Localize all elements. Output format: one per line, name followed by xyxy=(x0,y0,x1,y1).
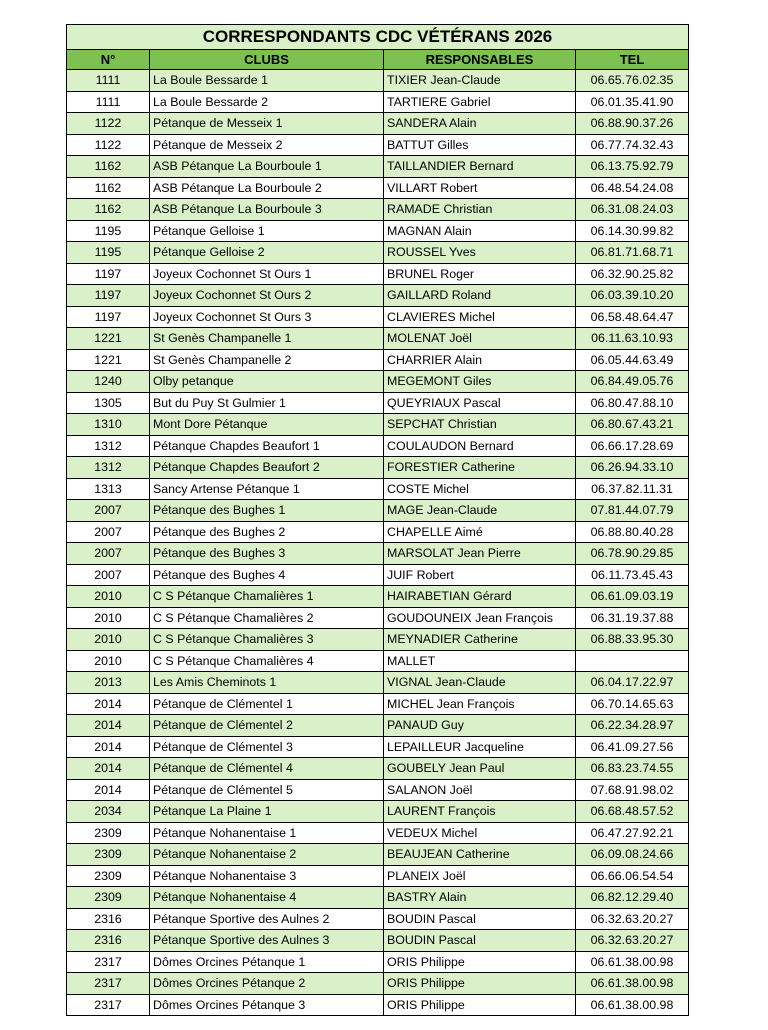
row-responsable: PANAUD Guy xyxy=(384,715,576,737)
row-tel: 06.88.80.40.28 xyxy=(576,521,689,543)
row-responsable: TAILLANDIER Bernard xyxy=(384,156,576,178)
title-row xyxy=(67,25,689,50)
row-number: 2007 xyxy=(67,500,150,522)
row-responsable: MEYNADIER Catherine xyxy=(384,629,576,651)
row-club: Pétanque de Messeix 2 xyxy=(150,134,384,156)
row-club: La Boule Bessarde 2 xyxy=(150,91,384,113)
row-tel: 06.31.08.24.03 xyxy=(576,199,689,221)
row-number: 2309 xyxy=(67,887,150,909)
row-club: Pétanque La Plaine 1 xyxy=(150,801,384,823)
row-tel: 06.82.12.29.40 xyxy=(576,887,689,909)
col-header-club: CLUBS xyxy=(150,50,384,70)
row-number: 1111 xyxy=(67,70,150,92)
row-number: 1312 xyxy=(67,457,150,479)
row-number: 2316 xyxy=(67,930,150,952)
row-tel: 07.81.44.07.79 xyxy=(576,500,689,522)
header-row xyxy=(67,50,689,70)
row-club: Pétanque Chapdes Beaufort 2 xyxy=(150,457,384,479)
row-tel: 06.66.17.28.69 xyxy=(576,435,689,457)
row-number: 2007 xyxy=(67,543,150,565)
row-tel: 06.41.09.27.56 xyxy=(576,736,689,758)
table-row xyxy=(67,672,689,694)
row-club: But du Puy St Gulmier 1 xyxy=(150,392,384,414)
row-club: Pétanque Nohanentaise 1 xyxy=(150,822,384,844)
row-club: Pétanque des Bughes 4 xyxy=(150,564,384,586)
row-responsable: CHARRIER Alain xyxy=(384,349,576,371)
row-number: 1221 xyxy=(67,328,150,350)
row-number: 1305 xyxy=(67,392,150,414)
row-club: Dômes Orcines Pétanque 2 xyxy=(150,973,384,995)
row-club: ASB Pétanque La Bourboule 2 xyxy=(150,177,384,199)
row-club: Pétanque Nohanentaise 4 xyxy=(150,887,384,909)
row-club: C S Pétanque Chamalières 4 xyxy=(150,650,384,672)
table-row xyxy=(67,715,689,737)
col-header-resp: RESPONSABLES xyxy=(384,50,576,70)
row-number: 2014 xyxy=(67,779,150,801)
table-row xyxy=(67,779,689,801)
row-number: 2013 xyxy=(67,672,150,694)
row-tel: 06.77.74.32.43 xyxy=(576,134,689,156)
row-tel: 06.78.90.29.85 xyxy=(576,543,689,565)
row-tel: 06.70.14.65.63 xyxy=(576,693,689,715)
row-tel: 06.68.48.57.52 xyxy=(576,801,689,823)
row-tel: 06.61.38.00.98 xyxy=(576,951,689,973)
row-tel: 06.22.34.28.97 xyxy=(576,715,689,737)
row-club: Olby petanque xyxy=(150,371,384,393)
row-number: 1162 xyxy=(67,199,150,221)
table-row xyxy=(67,371,689,393)
row-number: 2010 xyxy=(67,650,150,672)
row-tel: 06.48.54.24.08 xyxy=(576,177,689,199)
row-club: Pétanque des Bughes 2 xyxy=(150,521,384,543)
table-row xyxy=(67,564,689,586)
table-row xyxy=(67,887,689,909)
row-club: Pétanque Chapdes Beaufort 1 xyxy=(150,435,384,457)
table-row xyxy=(67,306,689,328)
table-row xyxy=(67,865,689,887)
table-row xyxy=(67,392,689,414)
row-responsable: BATTUT Gilles xyxy=(384,134,576,156)
row-club: Mont Dore Pétanque xyxy=(150,414,384,436)
row-club: Joyeux Cochonnet St Ours 3 xyxy=(150,306,384,328)
row-number: 1195 xyxy=(67,242,150,264)
table-row xyxy=(67,930,689,952)
row-responsable: HAIRABETIAN Gérard xyxy=(384,586,576,608)
table-row xyxy=(67,543,689,565)
row-responsable: ORIS Philippe xyxy=(384,994,576,1016)
table-row xyxy=(67,973,689,995)
row-responsable: LEPAILLEUR Jacqueline xyxy=(384,736,576,758)
row-responsable: MARSOLAT Jean Pierre xyxy=(384,543,576,565)
row-club: Joyeux Cochonnet St Ours 2 xyxy=(150,285,384,307)
row-responsable: TIXIER Jean-Claude xyxy=(384,70,576,92)
table-row xyxy=(67,822,689,844)
row-club: ASB Pétanque La Bourboule 3 xyxy=(150,199,384,221)
table-row xyxy=(67,478,689,500)
table-row xyxy=(67,414,689,436)
table-row xyxy=(67,328,689,350)
col-header-tel: TEL xyxy=(576,50,689,70)
row-tel: 06.03.39.10.20 xyxy=(576,285,689,307)
row-club: Dômes Orcines Pétanque 1 xyxy=(150,951,384,973)
row-club: Pétanque des Bughes 1 xyxy=(150,500,384,522)
table-row xyxy=(67,758,689,780)
table-row xyxy=(67,500,689,522)
row-tel: 06.83.23.74.55 xyxy=(576,758,689,780)
row-responsable: GOUDOUNEIX Jean François xyxy=(384,607,576,629)
row-tel: 06.37.82.11.31 xyxy=(576,478,689,500)
table-row xyxy=(67,736,689,758)
row-tel: 06.61.38.00.98 xyxy=(576,973,689,995)
row-tel: 06.13.75.92.79 xyxy=(576,156,689,178)
row-club: Pétanque Nohanentaise 2 xyxy=(150,844,384,866)
row-tel: 06.80.67.43.21 xyxy=(576,414,689,436)
row-responsable: CHAPELLE Aimé xyxy=(384,521,576,543)
table-row xyxy=(67,242,689,264)
row-club: Pétanque de Clémentel 5 xyxy=(150,779,384,801)
row-responsable: ROUSSEL Yves xyxy=(384,242,576,264)
row-responsable: SALANON Joël xyxy=(384,779,576,801)
row-number: 2010 xyxy=(67,607,150,629)
row-club: La Boule Bessarde 1 xyxy=(150,70,384,92)
row-responsable: MAGNAN Alain xyxy=(384,220,576,242)
table-row xyxy=(67,844,689,866)
row-tel: 06.65.76.02.35 xyxy=(576,70,689,92)
row-club: C S Pétanque Chamalières 2 xyxy=(150,607,384,629)
row-number: 1162 xyxy=(67,177,150,199)
row-responsable: COSTE Michel xyxy=(384,478,576,500)
row-tel: 06.47.27.92.21 xyxy=(576,822,689,844)
row-number: 2316 xyxy=(67,908,150,930)
row-responsable: MEGEMONT Giles xyxy=(384,371,576,393)
row-number: 1197 xyxy=(67,306,150,328)
row-club: Pétanque de Clémentel 1 xyxy=(150,693,384,715)
row-responsable: MAGE Jean-Claude xyxy=(384,500,576,522)
row-number: 2309 xyxy=(67,822,150,844)
row-tel: 06.61.09.03.19 xyxy=(576,586,689,608)
row-responsable: MOLENAT Joël xyxy=(384,328,576,350)
row-club: Sancy Artense Pétanque 1 xyxy=(150,478,384,500)
row-number: 1122 xyxy=(67,134,150,156)
row-number: 2014 xyxy=(67,758,150,780)
row-responsable: GAILLARD Roland xyxy=(384,285,576,307)
row-number: 1313 xyxy=(67,478,150,500)
row-number: 2317 xyxy=(67,994,150,1016)
row-number: 2034 xyxy=(67,801,150,823)
table-row xyxy=(67,521,689,543)
row-number: 1195 xyxy=(67,220,150,242)
table-row xyxy=(67,586,689,608)
row-club: Pétanque des Bughes 3 xyxy=(150,543,384,565)
row-responsable: VIGNAL Jean-Claude xyxy=(384,672,576,694)
table-row xyxy=(67,134,689,156)
row-number: 1310 xyxy=(67,414,150,436)
row-club: Les Amis Cheminots 1 xyxy=(150,672,384,694)
row-club: Pétanque de Messeix 1 xyxy=(150,113,384,135)
row-responsable: MICHEL Jean François xyxy=(384,693,576,715)
row-tel: 06.32.63.20.27 xyxy=(576,908,689,930)
table-body xyxy=(67,70,689,1016)
row-responsable: ORIS Philippe xyxy=(384,973,576,995)
row-tel: 06.61.38.00.98 xyxy=(576,994,689,1016)
row-number: 1197 xyxy=(67,285,150,307)
row-responsable: GOUBELY Jean Paul xyxy=(384,758,576,780)
row-number: 1197 xyxy=(67,263,150,285)
row-responsable: SANDERA Alain xyxy=(384,113,576,135)
row-responsable: MALLET xyxy=(384,650,576,672)
row-responsable: CLAVIERES Michel xyxy=(384,306,576,328)
row-number: 1312 xyxy=(67,435,150,457)
row-club: Pétanque de Clémentel 4 xyxy=(150,758,384,780)
row-tel: 06.88.33.95.30 xyxy=(576,629,689,651)
row-tel: 07.68.91.98.02 xyxy=(576,779,689,801)
row-responsable: TARTIERE Gabriel xyxy=(384,91,576,113)
row-number: 2010 xyxy=(67,629,150,651)
row-tel: 06.32.63.20.27 xyxy=(576,930,689,952)
table-row xyxy=(67,199,689,221)
row-number: 1122 xyxy=(67,113,150,135)
row-tel xyxy=(576,650,689,672)
row-tel: 06.14.30.99.82 xyxy=(576,220,689,242)
row-responsable: LAURENT François xyxy=(384,801,576,823)
row-tel: 06.26.94.33.10 xyxy=(576,457,689,479)
table-row xyxy=(67,801,689,823)
row-number: 2007 xyxy=(67,521,150,543)
row-tel: 06.32.90.25.82 xyxy=(576,263,689,285)
row-tel: 06.11.63.10.93 xyxy=(576,328,689,350)
row-club: Pétanque de Clémentel 2 xyxy=(150,715,384,737)
row-responsable: QUEYRIAUX Pascal xyxy=(384,392,576,414)
row-club: Joyeux Cochonnet St Ours 1 xyxy=(150,263,384,285)
row-number: 1240 xyxy=(67,371,150,393)
row-tel: 06.05.44.63.49 xyxy=(576,349,689,371)
page-title: CORRESPONDANTS CDC VÉTÉRANS 2026 xyxy=(67,25,689,50)
row-responsable: BASTRY Alain xyxy=(384,887,576,909)
row-club: Pétanque Nohanentaise 3 xyxy=(150,865,384,887)
row-responsable: BOUDIN Pascal xyxy=(384,930,576,952)
row-number: 2014 xyxy=(67,715,150,737)
row-responsable: SEPCHAT Christian xyxy=(384,414,576,436)
table-row xyxy=(67,435,689,457)
row-club: Pétanque Gelloise 1 xyxy=(150,220,384,242)
table-row xyxy=(67,650,689,672)
row-number: 2007 xyxy=(67,564,150,586)
table-row xyxy=(67,285,689,307)
table-row xyxy=(67,693,689,715)
row-tel: 06.11.73.45.43 xyxy=(576,564,689,586)
correspondents-table xyxy=(66,24,689,1016)
row-responsable: PLANEIX Joël xyxy=(384,865,576,887)
table-row xyxy=(67,951,689,973)
table-row xyxy=(67,263,689,285)
row-responsable: COULAUDON Bernard xyxy=(384,435,576,457)
row-club: St Genès Champanelle 1 xyxy=(150,328,384,350)
row-number: 2014 xyxy=(67,736,150,758)
table-row xyxy=(67,908,689,930)
row-club: St Genès Champanelle 2 xyxy=(150,349,384,371)
row-club: C S Pétanque Chamalières 1 xyxy=(150,586,384,608)
row-number: 2309 xyxy=(67,865,150,887)
table-row xyxy=(67,457,689,479)
row-tel: 06.31.19.37.88 xyxy=(576,607,689,629)
row-tel: 06.58.48.64.47 xyxy=(576,306,689,328)
row-responsable: JUIF Robert xyxy=(384,564,576,586)
row-number: 1111 xyxy=(67,91,150,113)
table-row xyxy=(67,177,689,199)
row-club: C S Pétanque Chamalières 3 xyxy=(150,629,384,651)
table-row xyxy=(67,349,689,371)
table-row xyxy=(67,156,689,178)
row-tel: 06.80.47.88.10 xyxy=(576,392,689,414)
row-responsable: RAMADE Christian xyxy=(384,199,576,221)
row-responsable: VILLART Robert xyxy=(384,177,576,199)
row-number: 1221 xyxy=(67,349,150,371)
row-club: Pétanque Sportive des Aulnes 2 xyxy=(150,908,384,930)
table-row xyxy=(67,113,689,135)
row-number: 2010 xyxy=(67,586,150,608)
row-club: Pétanque de Clémentel 3 xyxy=(150,736,384,758)
row-tel: 06.09.08.24.66 xyxy=(576,844,689,866)
row-number: 2309 xyxy=(67,844,150,866)
col-header-num: N° xyxy=(67,50,150,70)
row-club: Pétanque Sportive des Aulnes 3 xyxy=(150,930,384,952)
row-number: 2014 xyxy=(67,693,150,715)
table-row xyxy=(67,70,689,92)
row-responsable: BRUNEL Roger xyxy=(384,263,576,285)
table-row xyxy=(67,220,689,242)
row-tel: 06.04.17.22.97 xyxy=(576,672,689,694)
row-club: Dômes Orcines Pétanque 3 xyxy=(150,994,384,1016)
row-tel: 06.88.90.37.26 xyxy=(576,113,689,135)
row-tel: 06.84.49.05.76 xyxy=(576,371,689,393)
row-tel: 06.01.35.41.90 xyxy=(576,91,689,113)
row-number: 1162 xyxy=(67,156,150,178)
row-number: 2317 xyxy=(67,951,150,973)
table-row xyxy=(67,994,689,1016)
row-responsable: FORESTIER Catherine xyxy=(384,457,576,479)
table-row xyxy=(67,607,689,629)
table-row xyxy=(67,629,689,651)
row-club: ASB Pétanque La Bourboule 1 xyxy=(150,156,384,178)
row-club: Pétanque Gelloise 2 xyxy=(150,242,384,264)
row-tel: 06.66.06.54.54 xyxy=(576,865,689,887)
row-tel: 06.81.71.68.71 xyxy=(576,242,689,264)
row-number: 2317 xyxy=(67,973,150,995)
row-responsable: ORIS Philippe xyxy=(384,951,576,973)
row-responsable: BOUDIN Pascal xyxy=(384,908,576,930)
table-row xyxy=(67,91,689,113)
row-responsable: BEAUJEAN Catherine xyxy=(384,844,576,866)
row-responsable: VEDEUX Michel xyxy=(384,822,576,844)
